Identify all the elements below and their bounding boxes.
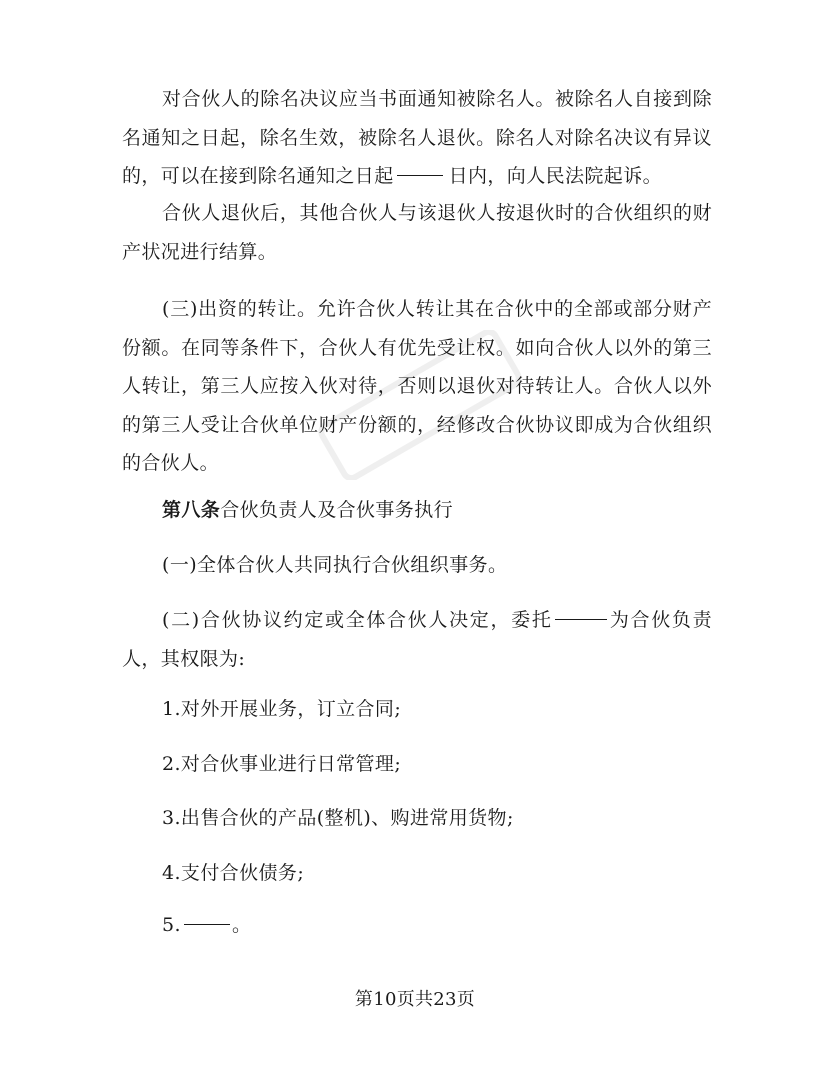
article-number: 第八条 — [162, 499, 221, 521]
list-item-number: 5. — [162, 914, 181, 936]
list-item — [122, 906, 712, 945]
paragraph-delegation-tail: 为合伙负责人，其权限为: — [122, 609, 712, 670]
paragraph-delegation — [122, 601, 712, 678]
page-number-footer: 第10页共23页 — [354, 989, 476, 1010]
paragraph-expulsion-notice — [122, 80, 712, 196]
blank-item-field[interactable] — [184, 923, 230, 925]
paragraph-settlement: 合伙人退伙后，其他合伙人与该退伙人按退伙时的合伙组织的财产状况进行结算。 — [122, 202, 712, 263]
blank-days-field[interactable] — [397, 174, 443, 176]
list-item: 4.支付合伙债务; — [162, 862, 305, 884]
paragraph-expulsion-text: 对合伙人的除名决议应当书面通知被除名人。被除名人自接到除名通知之日起，除名生效，被除名人退伙。除名人对除名决议有异议的，可以在接到除名通知之日起 — [122, 88, 712, 187]
paragraph-delegation-head: (二)合伙协议约定或全体合伙人决定，委托 — [162, 609, 553, 631]
list-item: 3.出售合伙的产品(整机)、购进常用货物; — [162, 807, 514, 829]
paragraph-transfer: (三)出资的转让。允许合伙人转让其在合伙中的全部或部分财产份额。在同等条件下，合伙人有优先受让权。如向合伙人以外的第三人转让，第三人应按入伙对待，否则以退伙对待转让人。合伙人以外的第三人受让合伙单位财产份额的，经修改合伙协议即成为合伙组织的合伙人。 — [122, 298, 712, 474]
article-title: 合伙负责人及合伙事务执行 — [220, 499, 454, 521]
blank-delegate-field[interactable] — [555, 618, 607, 620]
list-item: 1.对外开展业务，订立合同; — [162, 698, 402, 720]
article-heading — [122, 491, 712, 530]
list-item-end: 。 — [231, 914, 252, 936]
list-item: 2.对合伙事业进行日常管理; — [162, 753, 402, 775]
paragraph-expulsion-tail: 日内，向人民法院起诉。 — [448, 165, 663, 187]
paragraph-joint-execution: (一)全体合伙人共同执行合伙组织事务。 — [162, 554, 508, 576]
